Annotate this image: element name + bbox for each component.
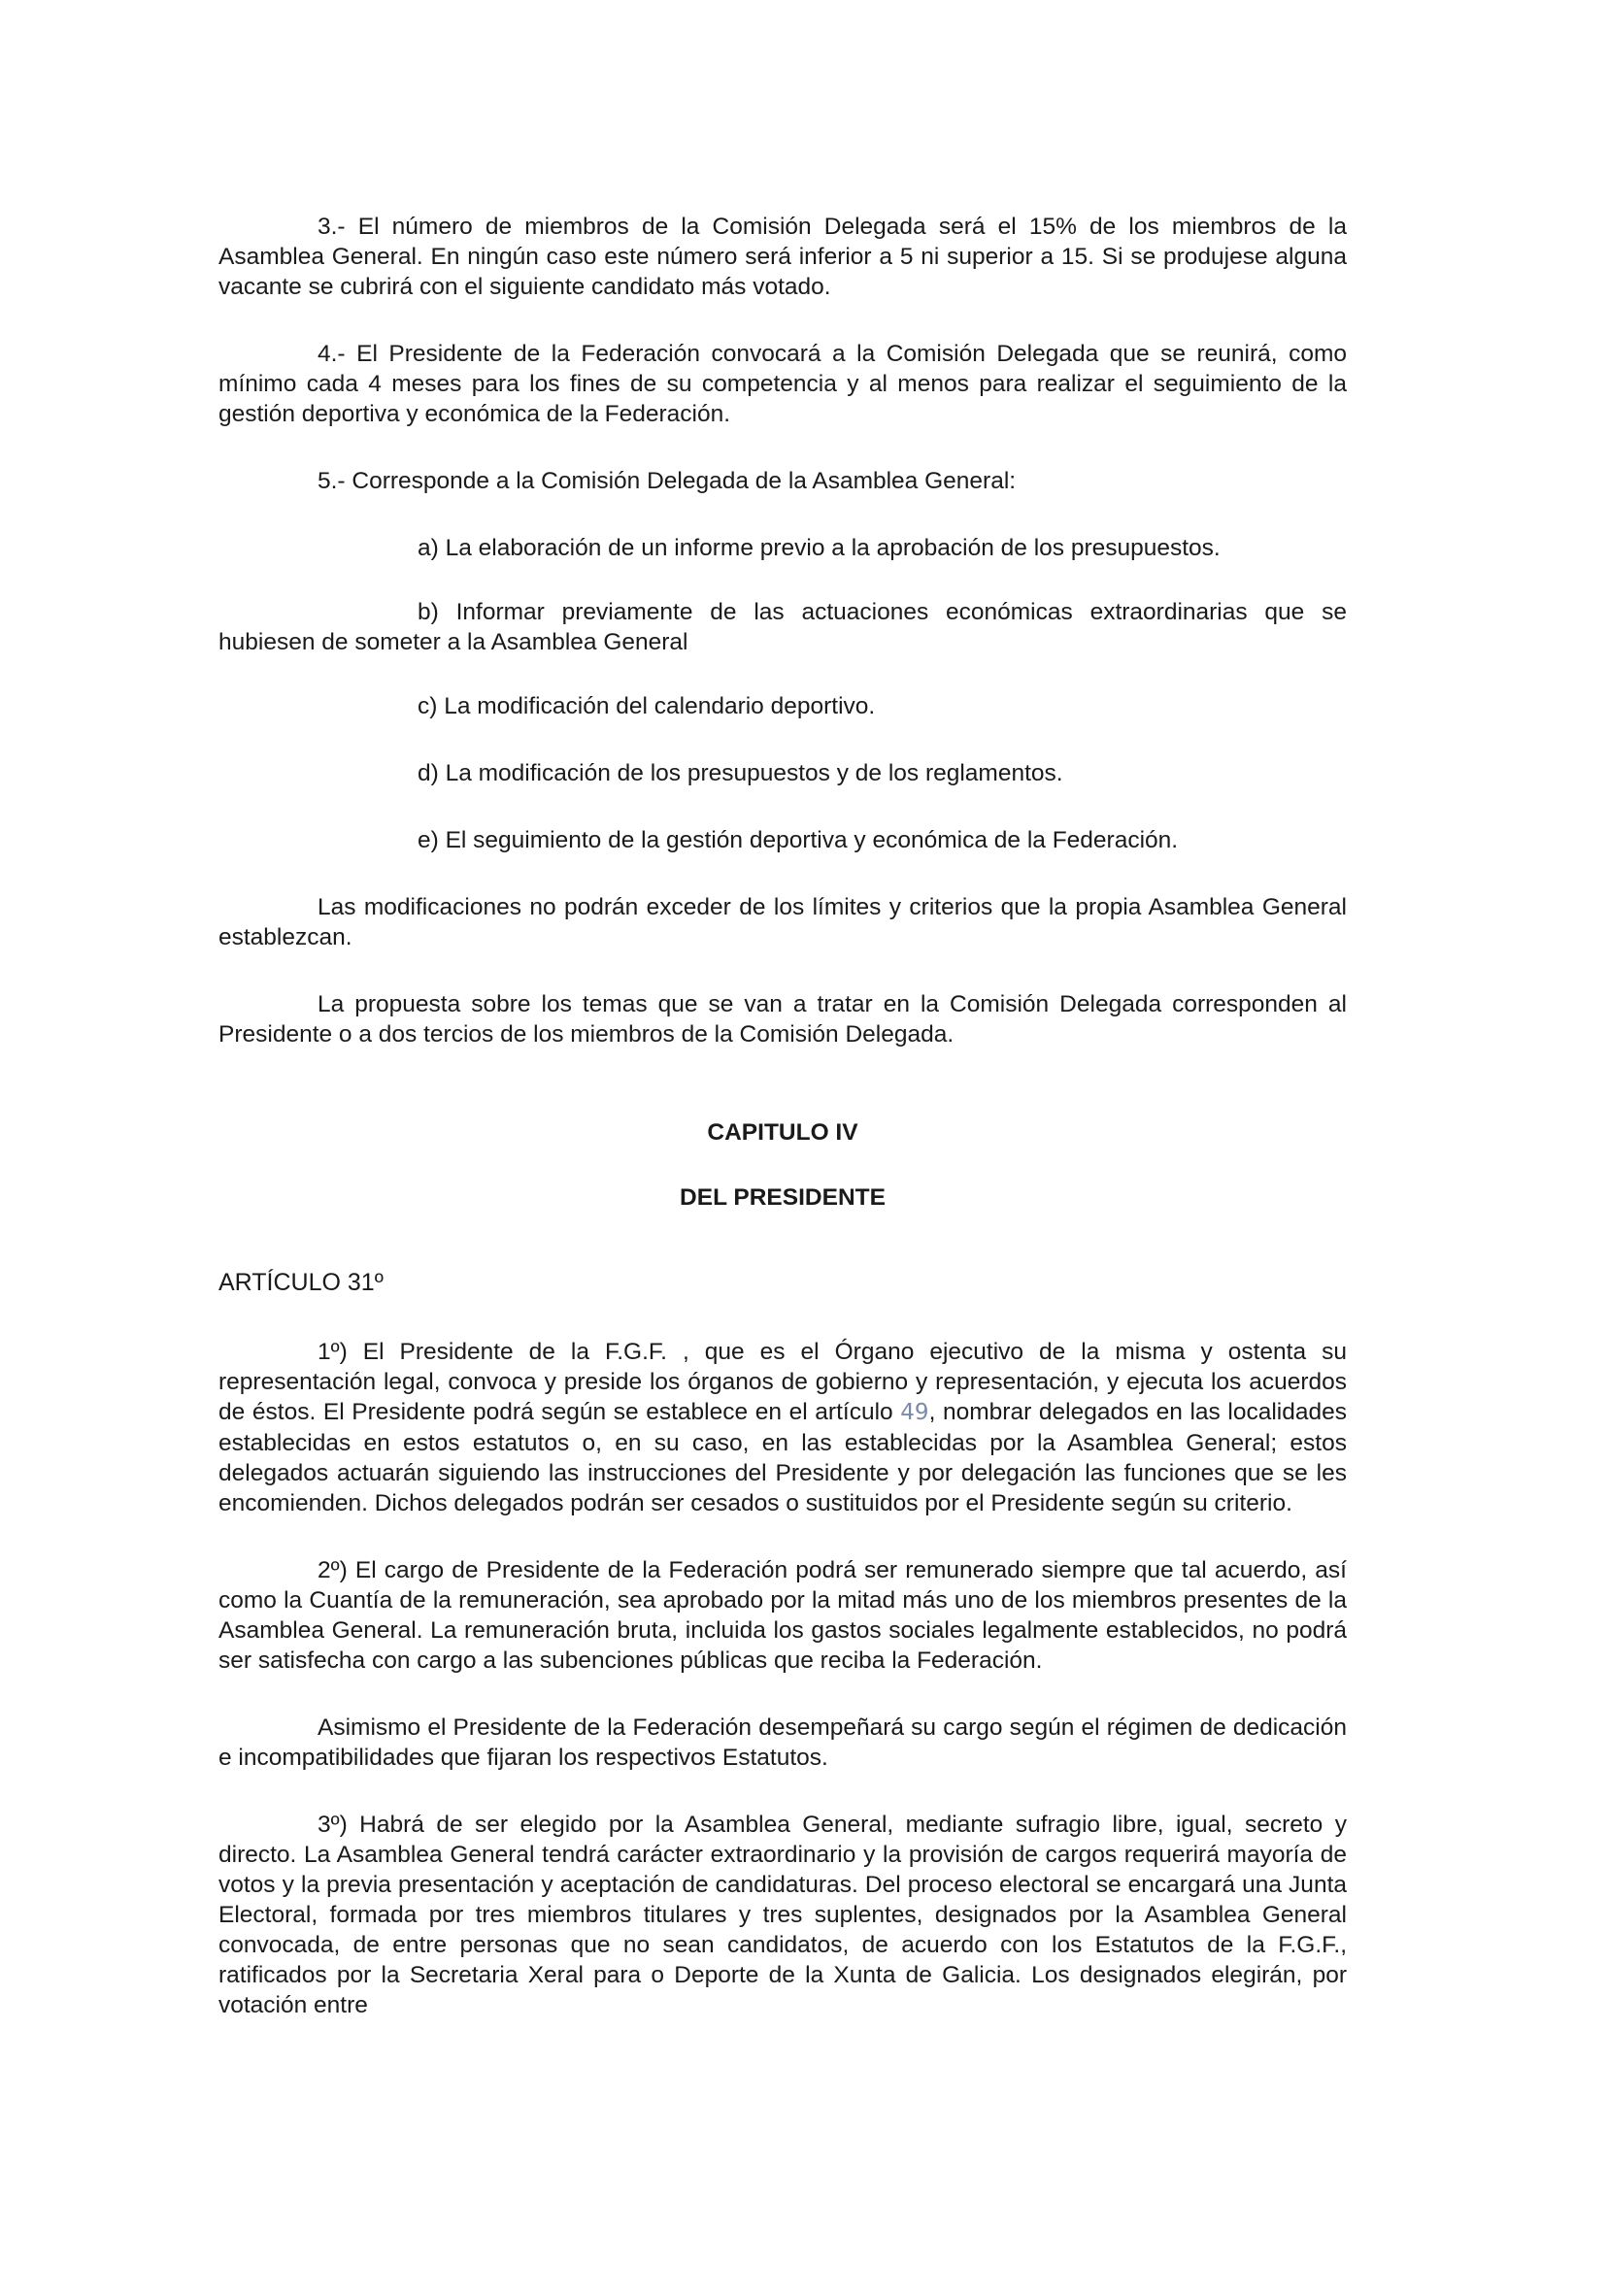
article-paragraph-2: 2º) El cargo de Presidente de la Federación podrá ser remunerado siempre que tal acuerdo, así como la Cuantía de la remuneración, sea aprobado por la mitad más uno de los miembros presentes de la Asamblea General. La remuneración bruta, incluida los gastos sociales legalmente establecidos, no podrá ser satisfecha con cargo a las subenciones públicas que reciba la Federación. <box>218 1557 1347 1674</box>
document-body <box>218 212 1347 2020</box>
list-item-b: b) Informar previamente de las actuaciones económicas extraordinarias que se hubiesen de someter a la Asamblea General <box>218 599 1347 655</box>
list-item-e: e) El seguimiento de la gestión deportiva y económica de la Federación. <box>418 827 1179 853</box>
list-item-d: d) La modificación de los presupuestos y de los reglamentos. <box>418 760 1063 786</box>
list-item-a: a) La elaboración de un informe previo a la aprobación de los presupuestos. <box>418 535 1221 561</box>
chapter-number: CAPITULO IV <box>707 1119 858 1146</box>
handwritten-article-reference: 49 <box>900 1400 929 1425</box>
paragraph-5: 5.- Corresponde a la Comisión Delegada de la Asamblea General: <box>318 468 1017 494</box>
list-item-c: c) La modificación del calendario deportivo. <box>418 693 876 719</box>
article-paragraph-1 <box>218 1337 1347 1518</box>
paragraph-3: 3.- El número de miembros de la Comisión Delegada será el 15% de los miembros de la Asamblea General. En ningún caso este número será inferior a 5 ni superior a 15. Si se produjese alguna vacante se cubrirá con el siguiente candidato más votado. <box>218 214 1347 300</box>
article-title: ARTÍCULO 31º <box>218 1269 384 1296</box>
paragraph-modificaciones: Las modificaciones no podrán exceder de los límites y criterios que la propia Asamblea General establezcan. <box>218 894 1347 950</box>
article-paragraph-1-text-a: 1º) El Presidente de la F.G.F. , que es el Órgano ejecutivo de la misma y ostenta su representación legal, convoca y preside los órganos de gobierno y representación, y ejecuta los acuerdos de éstos. El Presidente podrá según se establece en el artículo <box>218 1339 1347 1425</box>
article-paragraph-asimismo: Asimismo el Presidente de la Federación desempeñará su cargo según el régimen de dedicación e incompatibilidades que fijaran los respectivos Estatutos. <box>218 1714 1347 1771</box>
paragraph-propuesta: La propuesta sobre los temas que se van a tratar en la Comisión Delegada corresponden al Presidente o a dos tercios de los miembros de la Comisión Delegada. <box>218 991 1347 1048</box>
article-paragraph-1-text-b: , nombrar delegados en las localidades establecidas en estos estatutos o, en su caso, en las establecidas por la Asamblea General; estos delegados actuarán siguiendo las instrucciones del Presidente y por delegación las funciones que se les encomienden. Dichos delegados podrán ser cesados o sustituidos por el Presidente según su criterio. <box>218 1399 1347 1516</box>
chapter-title: DEL PRESIDENTE <box>680 1184 886 1211</box>
paragraph-4: 4.- El Presidente de la Federación convocará a la Comisión Delegada que se reunirá, como mínimo cada 4 meses para los fines de su competencia y al menos para realizar el seguimiento de la gestión deportiva y económica de la Federación. <box>218 341 1347 427</box>
article-paragraph-3: 3º) Habrá de ser elegido por la Asamblea General, mediante sufragio libre, igual, secreto y directo. La Asamblea General tendrá carácter extraordinario y la provisión de cargos requerirá mayoría de votos y la previa presentación y aceptación de candidaturas. Del proceso electoral se encargará una Junta Electoral, formada por tres miembros titulares y tres suplentes, designados por la Asamblea General convocada, de entre personas que no sean candidatos, de acuerdo con los Estatutos de la F.G.F., ratificados por la Secretaria Xeral para o Deporte de la Xunta de Galicia. Los designados elegirán, por votación entre <box>218 1812 1347 2018</box>
